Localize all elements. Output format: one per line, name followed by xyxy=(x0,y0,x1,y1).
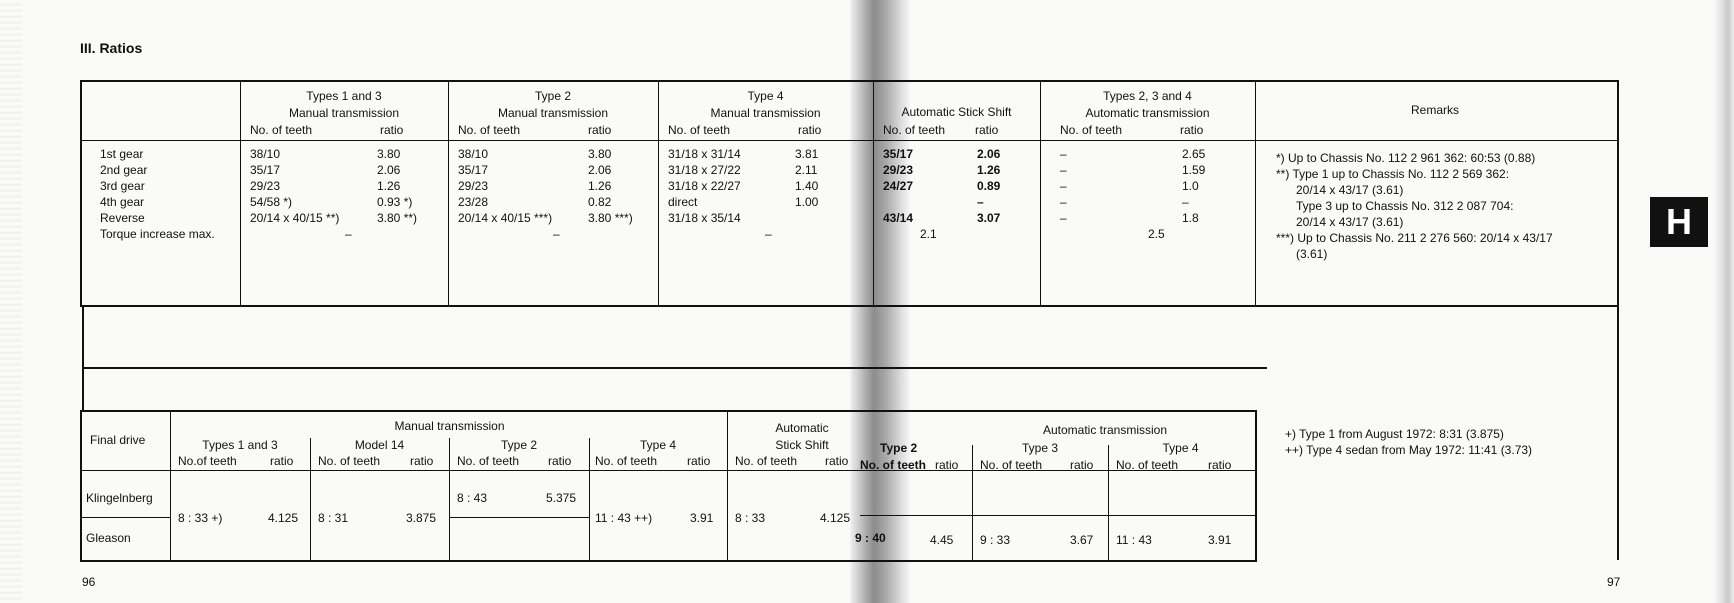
manual-transmission-header: Manual transmission xyxy=(394,419,505,433)
group-types-1-3: Types 1 and 3 xyxy=(202,438,278,452)
ratio-label: ratio xyxy=(1070,458,1094,472)
page-edge-left xyxy=(0,0,22,603)
teeth-value: 9 : 33 xyxy=(980,533,1011,547)
ratio-values: 3.81 2.11 1.40 1.00 xyxy=(795,147,819,209)
ratio-value: 4.125 xyxy=(268,511,299,525)
teeth-label: No. of teeth xyxy=(735,454,798,468)
col-header-type-2: Type 2 Manual transmission xyxy=(497,89,609,120)
ratio-label: ratio xyxy=(687,454,711,468)
row-klingelnberg: Klingelnberg xyxy=(86,491,153,505)
col-header-types-2-3-4-auto: Types 2, 3 and 4 Automatic transmission xyxy=(1085,89,1210,120)
teeth-label: No.of teeth xyxy=(178,454,237,468)
torque-value: 2.5 xyxy=(1148,227,1165,241)
ratio-label: ratio xyxy=(410,454,434,468)
ratio-value: 4.45 xyxy=(930,533,954,547)
group-auto-type-2: Type 2 xyxy=(880,441,918,455)
torque-value: – xyxy=(553,227,560,241)
teeth-value: 8 : 33 xyxy=(735,511,766,525)
ratio-label: ratio xyxy=(1180,123,1204,137)
ratio-label: ratio xyxy=(548,454,572,468)
teeth-label: No. of teeth xyxy=(1060,123,1123,137)
section-title: III. Ratios xyxy=(80,40,143,56)
ratio-label: ratio xyxy=(975,123,999,137)
teeth-values: – – – – – xyxy=(1060,147,1067,225)
automatic-transmission-header: Automatic transmission xyxy=(1042,423,1168,437)
teeth-label: No. of teeth xyxy=(860,458,926,472)
page-number-left: 96 xyxy=(82,575,96,589)
final-drive-remarks: +) Type 1 from August 1972: 8:31 (3.875) ++) Type 4 sedan from May 1972: 11:41 (3.73) xyxy=(1285,427,1533,457)
teeth-label: No. of teeth xyxy=(318,454,381,468)
teeth-label: No. of teeth xyxy=(457,454,520,468)
teeth-label: No. of teeth xyxy=(250,123,313,137)
group-auto-type-4: Type 4 xyxy=(1162,441,1199,455)
torque-value: – xyxy=(765,227,772,241)
row-gleason: Gleason xyxy=(86,531,131,545)
left-rule xyxy=(82,307,84,410)
ratio-label: ratio xyxy=(270,454,294,468)
final-drive-label: Final drive xyxy=(90,433,146,447)
remarks-header: Remarks xyxy=(1410,103,1459,117)
teeth-label: No. of teeth xyxy=(458,123,521,137)
teeth-label: No. of teeth xyxy=(668,123,731,137)
page-edge-right xyxy=(1714,0,1734,603)
ratio-value: 4.125 xyxy=(820,511,851,525)
teeth-values: 31/18 x 31/14 31/18 x 27/22 31/18 x 22/27 direct 31/18 x 35/14 xyxy=(668,147,741,225)
remarks-text: *) Up to Chassis No. 112 2 961 362: 60:53 (0.88) **) Type 1 up to Chassis No. 112 2 569 362: 20/14 x 43/17 (3.61) Type 3 up to Chassis No. 312 2 087 704: 20/14 x 43/17 (3.61) ***) Up to Chassis No. 211 2 276 560: 20/14 x 43/17 (3.61) xyxy=(1276,151,1553,261)
ratio-value: 3.875 xyxy=(406,511,437,525)
ratio-values: 3.80 2.06 1.26 0.82 3.80 ***) xyxy=(588,147,633,225)
ratio-label: ratio xyxy=(825,454,849,468)
col-header-types-1-3: Types 1 and 3 Manual transmission xyxy=(288,89,400,120)
final-drive-table xyxy=(80,410,1619,560)
col-header-auto-stick: Automatic Stick Shift xyxy=(901,105,1012,119)
teeth-values: 38/10 35/17 29/23 23/28 20/14 x 40/15 ***) xyxy=(458,147,553,225)
ratio-value: 3.91 xyxy=(690,511,714,525)
ratio-label: ratio xyxy=(380,123,404,137)
ratio-values: 2.06 1.26 0.89 – 3.07 xyxy=(977,147,1001,225)
ratio-label: ratio xyxy=(1208,458,1232,472)
teeth-label: No. of teeth xyxy=(883,123,946,137)
teeth-value: 11 : 43 ++) xyxy=(595,511,653,525)
teeth-value: 8 : 43 xyxy=(457,491,488,505)
group-type-2: Type 2 xyxy=(500,438,538,452)
teeth-label: No. of teeth xyxy=(595,454,658,468)
ratio-values: 3.80 2.06 1.26 0.93 *) 3.80 **) xyxy=(377,147,418,225)
group-type-4: Type 4 xyxy=(639,438,677,452)
ratio-values: 2.65 1.59 1.0 – 1.8 xyxy=(1182,147,1206,225)
separator-line xyxy=(82,367,1267,369)
ratio-label: ratio xyxy=(588,123,612,137)
ratio-value: 3.91 xyxy=(1208,533,1232,547)
torque-value: – xyxy=(345,227,352,241)
ratio-label: ratio xyxy=(935,458,959,472)
ratio-value: 5.375 xyxy=(546,491,577,505)
teeth-values: 35/17 29/23 24/27 43/14 xyxy=(883,147,914,225)
teeth-value: 9 : 40 xyxy=(855,531,886,545)
group-model-14: Model 14 xyxy=(354,438,405,452)
row-labels: 1st gear 2nd gear 3rd gear 4th gear Reverse Torque increase max. xyxy=(100,147,215,241)
ratio-value: 3.67 xyxy=(1070,533,1094,547)
group-auto-type-3: Type 3 xyxy=(1021,441,1059,455)
teeth-value: 11 : 43 xyxy=(1116,533,1152,547)
chapter-tab: H xyxy=(1650,197,1708,247)
teeth-values: 38/10 35/17 29/23 54/58 *) 20/14 x 40/15 **) xyxy=(250,147,340,225)
teeth-label: No. of teeth xyxy=(1116,458,1179,472)
col-header-type-4: Type 4 Manual transmission xyxy=(710,89,821,120)
torque-value: 2.1 xyxy=(920,227,937,241)
page-number-right: 97 xyxy=(1607,575,1621,589)
ratio-label: ratio xyxy=(798,123,822,137)
group-auto-stick-shift: Automatic Stick Shift xyxy=(775,421,829,452)
teeth-value: 8 : 31 xyxy=(318,511,349,525)
teeth-label: No. of teeth xyxy=(980,458,1043,472)
teeth-value: 8 : 33 +) xyxy=(178,511,223,525)
gear-ratio-table xyxy=(80,80,1619,307)
